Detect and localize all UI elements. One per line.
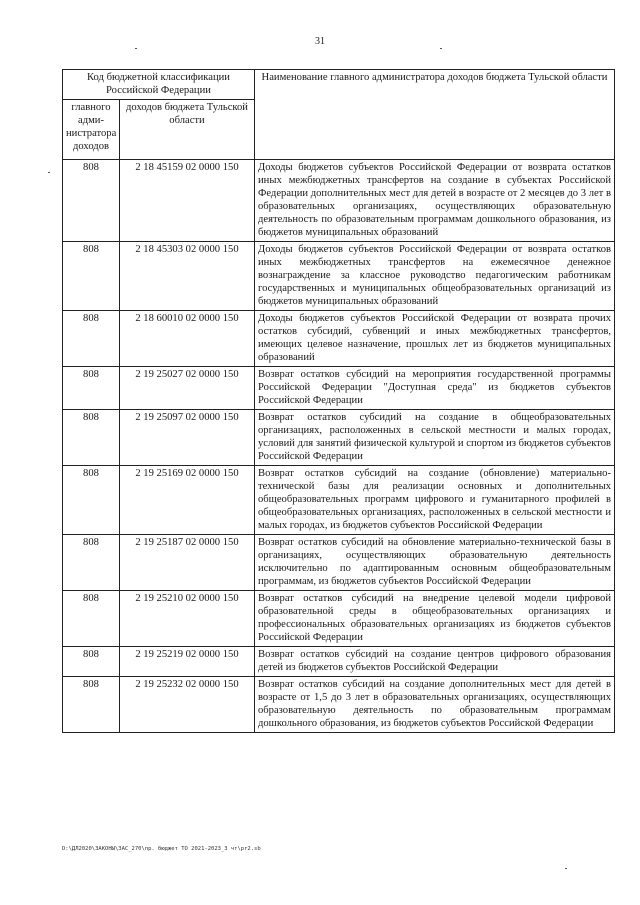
admin-code-cell: 808 [63, 466, 120, 535]
revenue-name-cell: Возврат остатков субсидий на внедрение целевой модели цифровой образовательной среды в общеобразовательных организациях и профессиональных образовательных организациях из бюджетов субъектов Российской Федерации [255, 591, 615, 647]
header-administrator-name: Наименование главного администратора доходов бюджета Тульской области [255, 70, 615, 160]
scan-speck [135, 48, 137, 49]
admin-code-cell: 808 [63, 311, 120, 367]
table-row [63, 367, 615, 410]
revenue-name-cell: Доходы бюджетов субъектов Российской Федерации от возврата остатков иных межбюджетных трансфертов на создание в субъектах Российской Федерации дополнительных мест для детей в возрасте от 2 месяцев до 3 лет в образовательных организациях, осуществляющих образовательную деятельность по образовательным программам дошкольного образования, из бюджетов муниципальных образований [255, 160, 615, 242]
table-row [63, 311, 615, 367]
revenue-name-cell: Возврат остатков субсидий на создание (обновление) материально-технической базы для реализации основных и дополнительных общеобразовательных программ цифрового и гуманитарного профилей в общеобразовательных организациях, расположенных в сельской местности и малых городах, из бюджетов субъектов Российской Федерации [255, 466, 615, 535]
table-row [63, 591, 615, 647]
table-body [63, 160, 615, 733]
admin-code-cell: 808 [63, 647, 120, 677]
revenue-code-cell: 2 19 25210 02 0000 150 [120, 591, 255, 647]
revenue-code-cell: 2 19 25219 02 0000 150 [120, 647, 255, 677]
scan-speck [565, 868, 567, 869]
admin-code-cell: 808 [63, 242, 120, 311]
revenue-code-cell: 2 19 25097 02 0000 150 [120, 410, 255, 466]
revenue-code-cell: 2 18 45159 02 0000 150 [120, 160, 255, 242]
table-row [63, 677, 615, 733]
revenue-name-cell: Возврат остатков субсидий на обновление материально-технической базы в организациях, осуществляющих образовательную деятельность исключительно по адаптированным основным общеобразовательным программам, из бюджетов субъектов Российской Федерации [255, 535, 615, 591]
table-row [63, 410, 615, 466]
revenue-code-cell: 2 19 25232 02 0000 150 [120, 677, 255, 733]
revenue-code-cell: 2 19 25169 02 0000 150 [120, 466, 255, 535]
revenue-name-cell: Возврат остатков субсидий на создание в общеобразовательных организациях, расположенных в сельской местности и малых городах, условий для занятий физической культурой и спортом из бюджетов субъектов Российской Федерации [255, 410, 615, 466]
revenue-name-cell: Доходы бюджетов субъектов Российской Федерации от возврата остатков иных межбюджетных трансфертов на ежемесячное денежное вознаграждение за классное руководство педагогическим работникам государственных и муниципальных общеобразовательных организаций из бюджетов муниципальных образований [255, 242, 615, 311]
scan-speck [48, 172, 50, 173]
table-row [63, 466, 615, 535]
table-header-row [63, 70, 615, 100]
file-path-footer: D:\ДЛ2020\ЗАКОНЫ\ЗАС_270\пр. бюджет ТО 2021-2023_3 чт\pr2.sb [62, 846, 261, 852]
page-number: 31 [315, 36, 325, 47]
scan-speck [440, 48, 442, 49]
admin-code-cell: 808 [63, 677, 120, 733]
revenue-name-cell: Возврат остатков субсидий на мероприятия государственной программы Российской Федерации "Доступная среда" из бюджетов субъектов Российской Федерации [255, 367, 615, 410]
revenue-administrators-table [62, 69, 615, 733]
revenue-name-cell: Доходы бюджетов субъектов Российской Федерации от возврата прочих остатков субсидий, субвенций и иных межбюджетных трансфертов, имеющих целевое назначение, прошлых лет из бюджетов муниципальных образований [255, 311, 615, 367]
header-chief-administrator: главного адми-нистратора доходов [63, 100, 120, 160]
header-regional-revenue: доходов бюджета Тульской области [120, 100, 255, 160]
admin-code-cell: 808 [63, 160, 120, 242]
table-row [63, 647, 615, 677]
header-budget-classification-code: Код бюджетной классификации Российской Федерации [63, 70, 255, 100]
admin-code-cell: 808 [63, 367, 120, 410]
revenue-code-cell: 2 19 25027 02 0000 150 [120, 367, 255, 410]
revenue-name-cell: Возврат остатков субсидий на создание центров цифрового образования детей из бюджетов субъектов Российской Федерации [255, 647, 615, 677]
admin-code-cell: 808 [63, 535, 120, 591]
table-row [63, 242, 615, 311]
admin-code-cell: 808 [63, 410, 120, 466]
revenue-code-cell: 2 18 45303 02 0000 150 [120, 242, 255, 311]
revenue-code-cell: 2 19 25187 02 0000 150 [120, 535, 255, 591]
revenue-code-cell: 2 18 60010 02 0000 150 [120, 311, 255, 367]
table-row [63, 160, 615, 242]
table-row [63, 535, 615, 591]
admin-code-cell: 808 [63, 591, 120, 647]
revenue-name-cell: Возврат остатков субсидий на создание дополнительных мест для детей в возрасте от 1,5 до 3 лет в образовательных организациях, осуществляющих образовательную деятельность по образовательным программам дошкольного образования, из бюджетов субъектов Российской Федерации [255, 677, 615, 733]
